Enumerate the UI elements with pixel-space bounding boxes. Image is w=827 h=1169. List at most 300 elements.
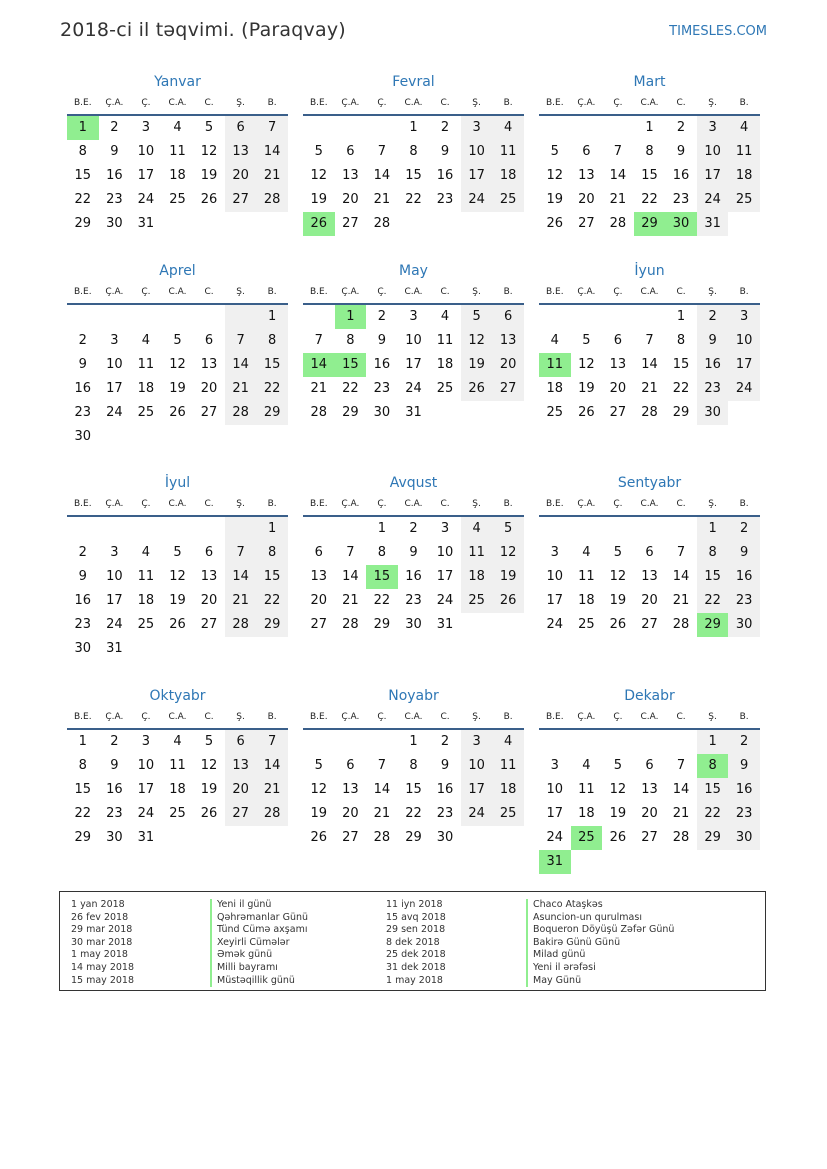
weekday-label: Ç.A. [341,98,360,108]
empty-cell [193,517,225,541]
empty-cell [303,305,335,329]
weekday-label: C.A. [640,499,659,509]
holiday-name: Tünd Cümə axşamı [217,924,308,936]
weekday-label: B. [267,287,277,297]
empty-cell [539,305,571,329]
day-cell: 18 [578,806,595,821]
day-cell: 13 [200,569,218,584]
day-cell: 3 [141,734,151,749]
day-cell: 8 [697,541,729,565]
day-cell: 18 [169,782,186,797]
day-cell: 16 [405,569,422,584]
day-cell: 1 [256,305,288,329]
day-cell: 28 [609,216,627,231]
day-cell: 4 [461,517,493,541]
day-cell: 21 [225,589,257,613]
day-cell: 5 [204,120,214,135]
month-title: İyun [634,263,665,279]
day-cell: 6 [225,116,257,140]
weekday-label: C. [440,98,450,108]
empty-cell [492,613,524,637]
weekday-label: B. [503,499,513,509]
day-cell: 2 [110,120,119,135]
empty-cell [256,212,288,236]
day-cell: 6 [204,545,214,560]
day-cell: 30 [373,405,391,420]
day-grid [67,116,288,236]
empty-cell [571,517,603,541]
day-cell: 4 [492,730,524,754]
weekday-label: Ç. [613,499,623,509]
day-cell: 25 [728,188,760,212]
empty-cell [602,850,634,874]
day-grid [539,517,760,637]
page-title: 2018-ci il təqvimi. (Paraqvay) [60,19,346,41]
weekday-label: B.E. [309,287,328,297]
day-cell: 28 [225,401,257,425]
weekday-label: C. [204,98,214,108]
holiday-date: 14 may 2018 [71,961,135,973]
day-grid [67,517,288,661]
weekday-label: B.E. [73,499,92,509]
day-cell: 14 [373,168,391,183]
holiday-name: Chaco Ataşkəs [533,899,603,910]
empty-cell [162,826,194,850]
day-cell: 1 [256,517,288,541]
holiday-name: Asuncion-un qurulması [533,911,642,923]
day-grid [303,730,524,850]
day-cell: 7 [256,730,288,754]
day-grid [303,517,524,637]
day-cell: 24 [436,593,454,608]
empty-cell [539,730,571,754]
weekday-label: C.A. [640,712,659,722]
weekday-label: C. [204,499,214,509]
holiday-dates-left [71,899,134,987]
weekday-label: C.A. [404,98,423,108]
day-cell: 22 [74,806,92,821]
day-cell: 5 [492,517,524,541]
day-cell: 9 [728,754,760,778]
empty-cell [571,305,603,329]
day-cell: 26 [609,617,627,632]
day-cell: 16 [74,593,92,608]
day-cell: 22 [373,593,391,608]
holiday-names-right [526,899,674,987]
day-cell: 3 [550,545,559,560]
day-cell: 29 [74,216,92,231]
empty-cell [728,401,760,425]
day-grid [539,730,760,874]
day-cell: 18 [578,593,595,608]
day-cell: 19 [200,782,218,797]
weekday-label: Ş. [236,499,245,509]
day-cell: 27 [225,802,257,826]
day-cell: 15 [697,778,729,802]
empty-cell [303,730,335,754]
day-grid [303,116,524,236]
day-cell: 31 [436,617,454,632]
day-cell: 9 [440,758,450,773]
day-cell: 26 [303,212,335,236]
day-cell: 4 [440,309,450,324]
empty-cell [162,637,194,661]
day-cell: 24 [137,192,155,207]
day-cell: 1 [67,116,99,140]
day-cell: 21 [641,381,658,396]
day-cell: 18 [137,593,155,608]
day-cell: 8 [676,333,686,348]
day-cell: 26 [169,617,186,632]
weekday-label: Ş. [708,98,717,108]
day-cell: 14 [609,168,627,183]
day-cell: 25 [137,617,155,632]
empty-cell [225,517,257,541]
day-cell: 21 [256,778,288,802]
day-cell: 28 [672,830,690,845]
day-cell: 14 [225,353,257,377]
day-cell: 24 [461,802,493,826]
day-cell: 5 [314,758,323,773]
day-cell: 11 [137,569,155,584]
weekday-label: B. [267,712,277,722]
day-cell: 2 [440,120,450,135]
empty-cell [571,730,603,754]
month-title: İyul [164,475,191,491]
day-cell: 16 [672,168,690,183]
weekday-label: Ç. [141,712,151,722]
day-cell: 11 [728,140,760,164]
day-cell: 24 [461,188,493,212]
weekday-label: Ç.A. [577,287,596,297]
day-cell: 13 [342,168,359,183]
day-cell: 28 [225,613,257,637]
empty-cell [634,305,666,329]
day-cell: 26 [609,830,627,845]
weekday-header [539,706,760,730]
day-cell: 31 [697,212,729,236]
weekday-label: B. [503,712,513,722]
empty-cell [67,305,99,329]
weekday-header [303,493,524,517]
holiday-date: 1 may 2018 [386,974,443,986]
day-cell: 8 [256,541,288,565]
day-cell: 6 [645,545,654,560]
day-cell: 5 [204,734,214,749]
month-title: Avqust [389,475,438,491]
holiday-list [59,891,766,991]
day-grid [67,305,288,449]
day-cell: 20 [225,164,257,188]
day-cell: 19 [609,593,627,608]
day-cell: 11 [578,569,595,584]
day-cell: 1 [78,734,87,749]
empty-cell [539,116,571,140]
day-cell: 25 [461,589,493,613]
day-cell: 14 [225,565,257,589]
holiday-name: Xeyirli Cümələr [217,936,290,948]
day-cell: 23 [672,192,690,207]
day-cell: 27 [578,216,595,231]
day-cell: 6 [346,758,355,773]
day-cell: 27 [342,216,359,231]
day-cell: 3 [550,758,559,773]
weekday-label: Ç. [377,712,387,722]
holiday-name: Yeni il ərəfəsi [533,961,596,973]
day-cell: 17 [436,569,454,584]
holiday-date: 11 iyn 2018 [386,899,443,910]
weekday-label: Ç.A. [577,712,596,722]
empty-cell [728,212,760,236]
day-cell: 9 [110,144,119,159]
day-cell: 5 [314,144,323,159]
month-title: Noyabr [388,688,439,704]
day-cell: 15 [405,168,422,183]
day-cell: 28 [373,830,391,845]
day-cell: 12 [609,569,627,584]
day-cell: 16 [74,381,92,396]
day-cell: 15 [697,565,729,589]
empty-cell [366,116,398,140]
day-cell: 17 [461,778,493,802]
day-cell: 16 [106,168,123,183]
day-cell: 11 [539,353,571,377]
brand-link[interactable]: TIMESLES.COM [669,24,767,39]
day-cell: 28 [256,188,288,212]
weekday-header [67,92,288,116]
day-cell: 23 [436,806,454,821]
day-cell: 22 [672,381,690,396]
empty-cell [130,637,162,661]
day-cell: 10 [461,140,493,164]
day-cell: 28 [256,802,288,826]
day-cell: 3 [728,305,760,329]
day-cell: 13 [641,782,658,797]
day-cell: 21 [672,806,690,821]
day-cell: 14 [256,140,288,164]
holiday-date: 29 mar 2018 [71,924,133,936]
day-cell: 19 [578,381,595,396]
day-cell: 9 [377,333,387,348]
day-cell: 27 [200,405,218,420]
weekday-label: C.A. [404,287,423,297]
day-cell: 20 [200,381,218,396]
day-cell: 13 [225,754,257,778]
weekday-label: C. [204,712,214,722]
day-cell: 21 [609,192,627,207]
month-title: Yanvar [154,74,201,90]
weekday-label: Ç.A. [341,499,360,509]
empty-cell [256,425,288,449]
weekday-label: B. [739,712,749,722]
weekday-label: Ç.A. [105,499,124,509]
weekday-header [539,92,760,116]
day-cell: 19 [310,192,328,207]
day-cell: 9 [728,541,760,565]
day-cell: 7 [676,758,686,773]
day-cell: 10 [106,569,123,584]
day-cell: 20 [342,192,359,207]
weekday-label: Ç.A. [577,499,596,509]
day-cell: 30 [665,212,697,236]
weekday-label: Ç. [141,98,151,108]
holiday-date: 31 dek 2018 [386,961,446,973]
day-cell: 26 [578,405,595,420]
day-cell: 3 [461,730,493,754]
day-cell: 3 [440,521,450,536]
day-cell: 9 [697,329,729,353]
empty-cell [398,212,430,236]
weekday-label: Ş. [472,499,481,509]
day-cell: 18 [728,164,760,188]
day-cell: 11 [492,754,524,778]
empty-cell [602,517,634,541]
empty-cell [162,212,194,236]
day-cell: 14 [641,357,658,372]
day-cell: 24 [546,617,564,632]
day-cell: 27 [609,405,627,420]
month-title: Mart [633,74,666,90]
day-cell: 31 [106,641,123,656]
empty-cell [162,425,194,449]
day-cell: 26 [200,192,218,207]
day-cell: 21 [373,192,391,207]
day-cell: 14 [373,782,391,797]
empty-cell [335,517,367,541]
weekday-label: B.E. [545,287,564,297]
weekday-label: B.E. [73,712,92,722]
day-cell: 1 [697,730,729,754]
weekday-label: Ç.A. [341,287,360,297]
weekday-label: B.E. [73,287,92,297]
day-cell: 2 [377,309,387,324]
day-cell: 25 [169,806,186,821]
empty-cell [539,517,571,541]
day-cell: 22 [256,377,288,401]
day-cell: 23 [436,192,454,207]
day-cell: 11 [169,144,186,159]
day-cell: 24 [106,405,123,420]
day-cell: 18 [137,381,155,396]
day-grid [539,305,760,425]
holiday-name: Müstəqillik günü [217,974,295,986]
weekday-header [539,493,760,517]
day-cell: 23 [697,377,729,401]
empty-cell [634,517,666,541]
day-cell: 29 [672,405,690,420]
day-cell: 27 [310,617,328,632]
day-cell: 8 [377,545,387,560]
day-cell: 17 [728,353,760,377]
weekday-label: Ç.A. [105,98,124,108]
day-cell: 19 [310,806,328,821]
holiday-date: 30 mar 2018 [71,936,133,948]
day-cell: 19 [169,593,186,608]
day-cell: 4 [550,333,559,348]
day-grid [67,730,288,850]
day-cell: 29 [697,613,729,637]
day-cell: 6 [645,758,654,773]
day-cell: 6 [613,333,623,348]
weekday-label: C. [676,98,686,108]
day-cell: 19 [169,381,186,396]
day-cell: 22 [405,806,422,821]
day-cell: 5 [173,545,182,560]
day-cell: 6 [225,730,257,754]
day-cell: 7 [256,116,288,140]
day-cell: 24 [728,377,760,401]
day-cell: 29 [74,830,92,845]
day-cell: 29 [405,830,422,845]
empty-cell [130,425,162,449]
empty-cell [492,212,524,236]
day-cell: 26 [200,806,218,821]
weekday-label: Ç.A. [577,98,596,108]
weekday-header [67,281,288,305]
day-cell: 9 [440,144,450,159]
holiday-date: 25 dek 2018 [386,949,446,961]
day-cell: 22 [641,192,658,207]
day-cell: 15 [256,353,288,377]
weekday-label: Ş. [708,499,717,509]
day-cell: 13 [200,357,218,372]
day-cell: 8 [409,144,418,159]
day-cell: 12 [461,329,493,353]
weekday-label: Ç.A. [105,712,124,722]
empty-cell [225,305,257,329]
day-cell: 3 [110,333,119,348]
weekday-label: B. [739,287,749,297]
day-cell: 17 [461,164,493,188]
day-cell: 20 [641,593,658,608]
day-cell: 24 [106,617,123,632]
day-cell: 5 [550,144,559,159]
empty-cell [429,401,461,425]
day-cell: 26 [461,377,493,401]
day-cell: 16 [697,353,729,377]
empty-cell [634,850,666,874]
day-cell: 3 [697,116,729,140]
day-cell: 13 [609,357,627,372]
day-cell: 19 [492,565,524,589]
empty-cell [492,826,524,850]
day-cell: 13 [641,569,658,584]
day-cell: 20 [492,353,524,377]
weekday-label: C.A. [168,98,187,108]
weekday-label: C. [676,499,686,509]
holiday-date: 29 sen 2018 [386,924,446,936]
day-cell: 27 [200,617,218,632]
day-cell: 20 [641,806,658,821]
day-cell: 13 [342,782,359,797]
empty-cell [193,826,225,850]
day-cell: 24 [137,806,155,821]
day-cell: 31 [137,216,155,231]
day-cell: 15 [256,565,288,589]
empty-cell [571,116,603,140]
holiday-name: Milad günü [533,949,586,961]
day-grid [303,305,524,425]
empty-cell [335,116,367,140]
weekday-header [539,281,760,305]
day-cell: 23 [74,617,92,632]
day-cell: 6 [204,333,214,348]
empty-cell [461,401,493,425]
day-cell: 4 [492,116,524,140]
day-cell: 4 [173,734,182,749]
weekday-label: C.A. [404,712,423,722]
empty-cell [461,826,493,850]
